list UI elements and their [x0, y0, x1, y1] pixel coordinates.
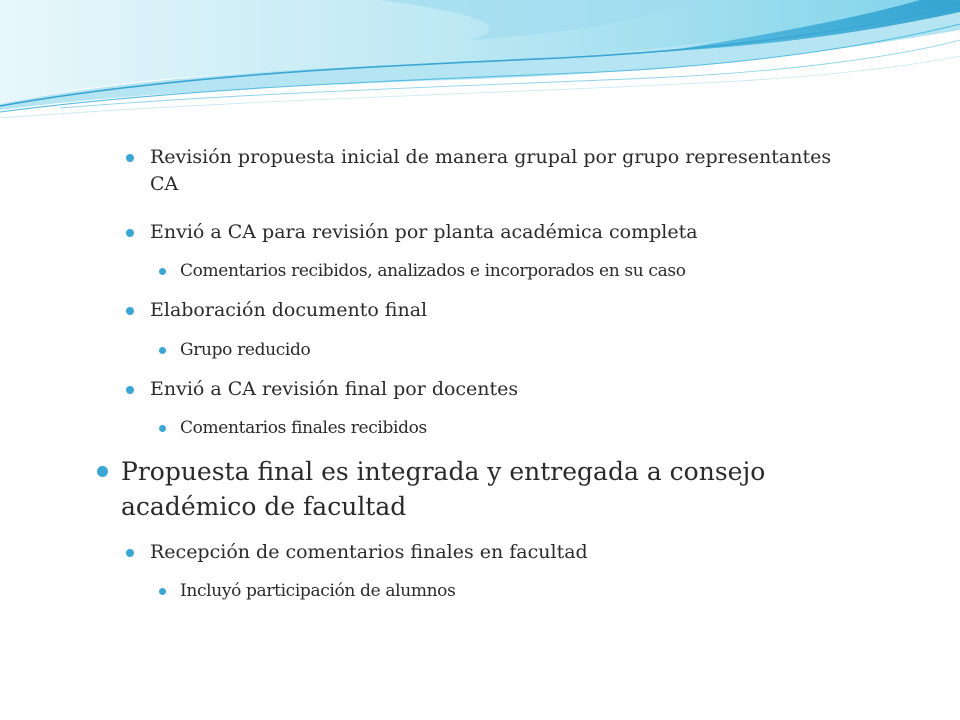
bullet-dot-icon	[159, 425, 166, 432]
bullet-item	[150, 297, 840, 324]
bullet-text: Envió a CA para revisión por planta académica completa	[150, 221, 698, 243]
bullet-dot-icon	[126, 229, 134, 237]
bullet-text: Propuesta final es integrada y entregada a consejo académico de facultad	[121, 457, 766, 521]
bullet-item	[180, 416, 880, 440]
bullet-dot-icon	[126, 307, 134, 315]
bullet-dot-icon	[126, 154, 134, 162]
bullet-dot-icon	[159, 347, 166, 354]
bullet-item	[121, 454, 841, 524]
bullet-text: Incluyó participación de alumnos	[180, 581, 456, 601]
bullet-item	[150, 376, 840, 403]
bullet-item	[180, 259, 880, 283]
bullet-text: Revisión propuesta inicial de manera grupal por grupo representantes CA	[150, 146, 832, 195]
bullet-item	[180, 579, 880, 603]
bullet-item	[150, 144, 840, 198]
bullet-dot-icon	[126, 386, 134, 394]
bullet-item	[150, 219, 840, 246]
bullet-dot-icon	[159, 588, 166, 595]
bullet-text: Envió a CA revisión final por docentes	[150, 378, 519, 400]
bullet-dot-icon	[97, 466, 108, 477]
bullet-item	[180, 338, 880, 362]
bullet-text: Comentarios recibidos, analizados e incorporados en su caso	[180, 261, 686, 281]
bullet-text: Elaboración documento final	[150, 299, 428, 321]
bullet-dot-icon	[159, 268, 166, 275]
bullet-dot-icon	[126, 549, 134, 557]
bullet-item	[150, 539, 840, 566]
bullet-text: Recepción de comentarios finales en facultad	[150, 541, 588, 563]
bullet-text: Grupo reducido	[180, 340, 311, 360]
bullet-text: Comentarios finales recibidos	[180, 418, 427, 438]
